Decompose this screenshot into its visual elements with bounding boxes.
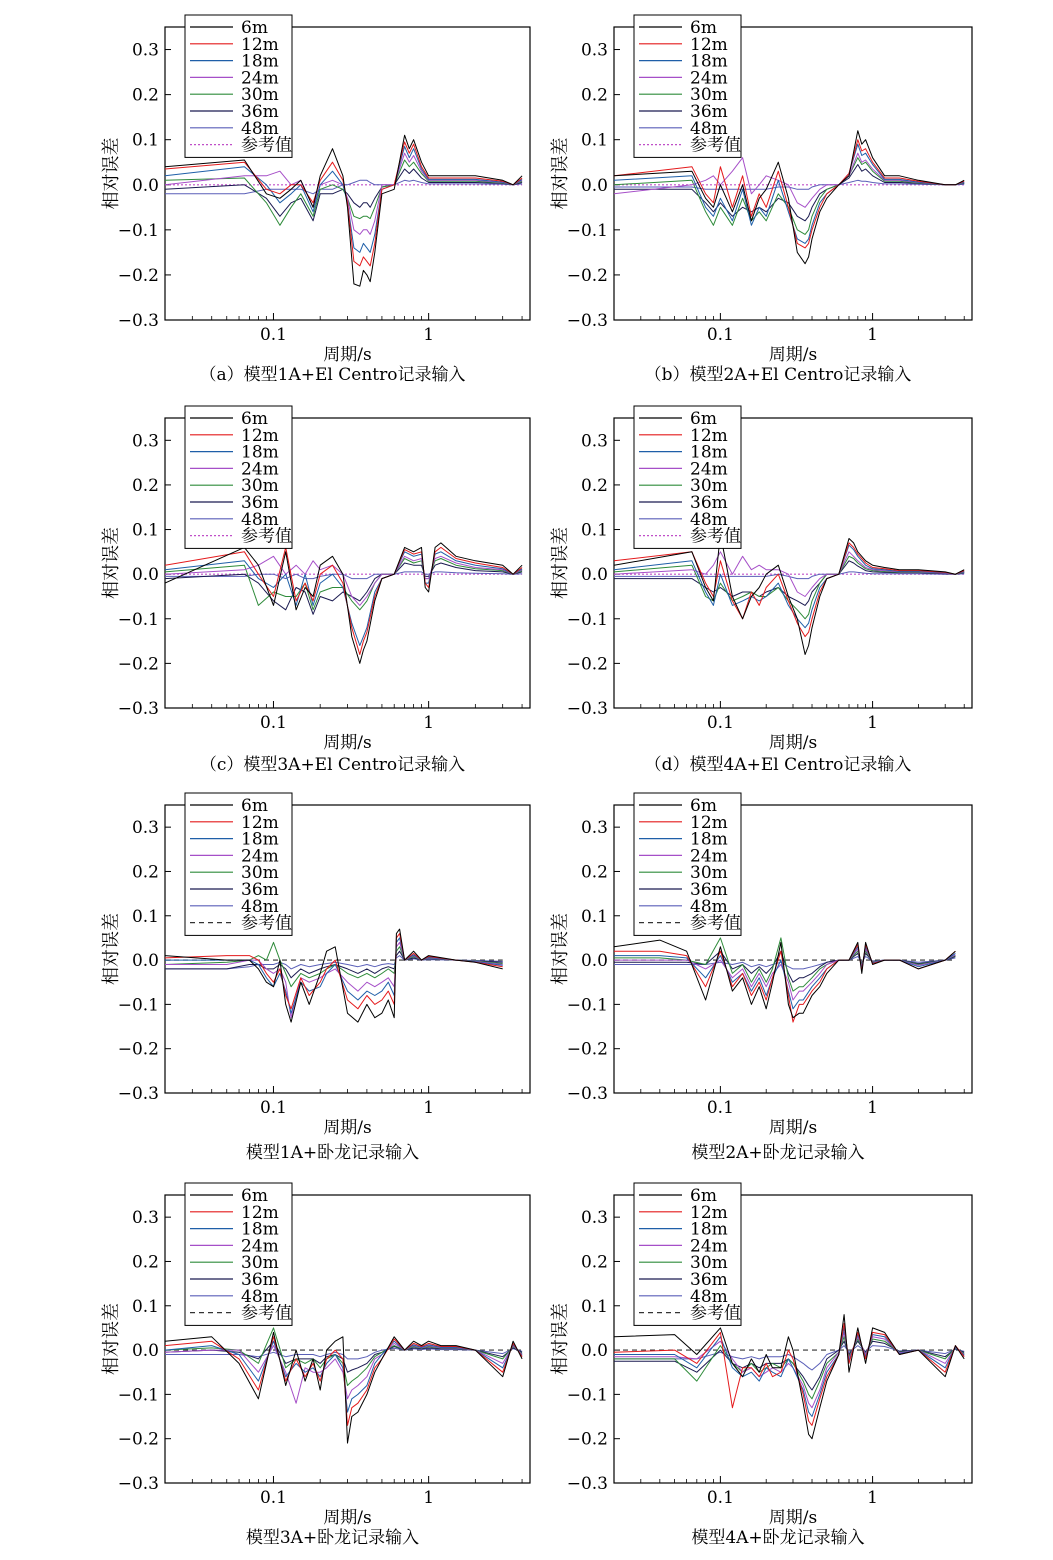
legend-label-30m: 30m xyxy=(690,85,728,106)
series-line-6m xyxy=(614,1315,964,1439)
y-tick-label: 0.0 xyxy=(131,565,159,586)
x-axis-label: 周期/s xyxy=(323,733,372,753)
y-tick-label: −0.1 xyxy=(566,1385,608,1406)
series-lines xyxy=(614,534,964,655)
series-line-6m xyxy=(614,534,964,655)
y-tick-label: −0.2 xyxy=(566,265,608,286)
series-lines xyxy=(614,938,955,1022)
legend-label-18m: 18m xyxy=(241,51,279,72)
legend xyxy=(185,15,292,157)
legend-label-48m: 48m xyxy=(241,509,279,530)
series-line-18m xyxy=(614,1328,964,1417)
legend-label-18m: 18m xyxy=(241,1219,279,1240)
y-tick-label: −0.3 xyxy=(566,1474,608,1494)
series-line-12m xyxy=(165,142,522,266)
y-tick-label: 0.3 xyxy=(580,818,608,839)
legend-label-24m: 24m xyxy=(690,68,728,89)
y-tick-label: 0.1 xyxy=(580,1296,608,1317)
series-lines xyxy=(165,929,503,1022)
legend-label-6m: 6m xyxy=(690,1186,717,1206)
legend-label-30m: 30m xyxy=(241,476,279,497)
legend-label-18m: 18m xyxy=(690,1219,728,1240)
legend-label-48m: 48m xyxy=(241,1286,279,1307)
legend-label-参考值: 参考值 xyxy=(241,135,292,156)
legend-label-36m: 36m xyxy=(690,102,728,122)
panel-caption: （a）模型1A+El Centro记录输入 xyxy=(199,365,466,385)
y-tick-label: 0.3 xyxy=(580,40,608,61)
legend-label-24m: 24m xyxy=(690,846,728,867)
y-tick-label: 0.2 xyxy=(580,85,608,106)
legend-label-12m: 12m xyxy=(241,425,279,446)
y-tick-label: 0.0 xyxy=(580,1341,608,1362)
y-tick-label: 0.3 xyxy=(131,1208,159,1229)
legend-label-12m: 12m xyxy=(241,34,279,55)
legend-label-36m: 36m xyxy=(690,493,728,513)
y-tick-label: 0.3 xyxy=(580,1208,608,1229)
legend-label-12m: 12m xyxy=(241,812,279,833)
legend-label-参考值: 参考值 xyxy=(690,135,741,156)
x-axis-label: 周期/s xyxy=(323,1118,372,1138)
y-axis-label: 相对误差 xyxy=(550,137,571,210)
legend-label-18m: 18m xyxy=(241,829,279,850)
panel-caption: 模型2A+卧龙记录输入 xyxy=(691,1143,865,1163)
y-tick-label: 0.1 xyxy=(131,130,159,151)
legend-label-参考值: 参考值 xyxy=(690,913,741,934)
legend-label-36m: 36m xyxy=(241,102,279,122)
chart-panel-4 xyxy=(550,406,972,775)
y-tick-label: −0.1 xyxy=(566,609,608,630)
x-tick-label: 0.1 xyxy=(259,713,287,733)
x-axis-label: 周期/s xyxy=(768,733,818,753)
legend-label-12m: 12m xyxy=(241,1202,279,1223)
series-lines xyxy=(165,543,522,664)
x-axis-label: 周期/s xyxy=(768,1118,818,1138)
y-tick-label: 0.0 xyxy=(131,1341,159,1362)
legend-label-参考值: 参考值 xyxy=(241,913,292,934)
series-line-12m xyxy=(614,543,964,637)
panel-caption: （c）模型3A+El Centro记录输入 xyxy=(199,755,466,775)
y-tick-label: 0.2 xyxy=(131,475,159,496)
series-line-24m xyxy=(165,942,503,1017)
x-tick-label: 1 xyxy=(867,713,878,733)
y-axis-label: 相对误差 xyxy=(101,913,122,985)
series-line-36m xyxy=(165,169,522,221)
legend-label-18m: 18m xyxy=(241,442,279,463)
y-tick-label: −0.1 xyxy=(117,609,159,630)
chart-panel-6 xyxy=(550,793,972,1163)
legend-label-24m: 24m xyxy=(690,459,728,480)
x-tick-label: 1 xyxy=(867,325,878,345)
legend-label-18m: 18m xyxy=(690,829,728,850)
y-tick-label: −0.2 xyxy=(566,1429,608,1450)
legend-label-48m: 48m xyxy=(241,118,279,139)
legend-label-6m: 6m xyxy=(241,409,268,429)
legend-label-48m: 48m xyxy=(690,118,728,139)
chart-panel-7 xyxy=(101,1183,530,1548)
legend-label-24m: 24m xyxy=(241,846,279,867)
y-tick-label: −0.3 xyxy=(566,699,608,719)
y-axis-label: 相对误差 xyxy=(550,1303,571,1375)
legend-label-6m: 6m xyxy=(241,1186,268,1206)
x-tick-label: 0.1 xyxy=(706,325,734,345)
y-axis-label: 相对误差 xyxy=(101,1303,122,1375)
panel-caption: （b）模型2A+El Centro记录输入 xyxy=(644,365,912,385)
legend-label-6m: 6m xyxy=(241,18,268,38)
y-tick-label: 0.1 xyxy=(580,906,608,927)
series-lines xyxy=(614,1315,964,1439)
y-tick-label: 0.2 xyxy=(131,85,159,106)
x-tick-label: 0.1 xyxy=(706,1098,734,1118)
x-tick-label: 0.1 xyxy=(259,1098,287,1118)
series-line-30m xyxy=(614,1337,964,1399)
y-tick-label: −0.1 xyxy=(566,995,608,1016)
legend-label-36m: 36m xyxy=(690,1270,728,1290)
y-tick-label: 0.1 xyxy=(580,130,608,151)
legend-label-6m: 6m xyxy=(690,409,717,429)
legend-label-24m: 24m xyxy=(690,1236,728,1257)
series-lines xyxy=(165,1328,522,1443)
legend-label-12m: 12m xyxy=(690,425,728,446)
legend-label-30m: 30m xyxy=(690,1253,728,1274)
y-tick-label: 0.0 xyxy=(580,175,608,196)
y-tick-label: 0.2 xyxy=(580,475,608,496)
x-tick-label: 0.1 xyxy=(706,1488,734,1508)
legend-label-48m: 48m xyxy=(241,896,279,917)
legend-label-36m: 36m xyxy=(690,880,728,900)
y-tick-label: −0.3 xyxy=(117,311,159,331)
y-axis-label: 相对误差 xyxy=(101,527,122,599)
y-tick-label: −0.1 xyxy=(117,1385,159,1406)
chart-panel-1 xyxy=(101,15,530,385)
series-line-18m xyxy=(614,144,964,243)
y-tick-label: −0.2 xyxy=(566,654,608,675)
y-tick-label: 0.2 xyxy=(131,862,159,883)
legend-label-30m: 30m xyxy=(241,863,279,884)
x-axis-label: 周期/s xyxy=(323,345,372,365)
y-tick-label: −0.2 xyxy=(566,1039,608,1060)
legend-label-30m: 30m xyxy=(690,476,728,497)
legend-label-30m: 30m xyxy=(690,863,728,884)
legend xyxy=(634,1183,741,1325)
y-tick-label: 0.2 xyxy=(580,1252,608,1273)
y-tick-label: 0.0 xyxy=(131,175,159,196)
legend xyxy=(634,406,741,548)
y-tick-label: −0.2 xyxy=(117,1429,159,1450)
legend-label-24m: 24m xyxy=(241,68,279,89)
series-line-24m xyxy=(614,1332,964,1407)
y-axis-label: 相对误差 xyxy=(550,527,571,599)
series-line-18m xyxy=(614,545,964,628)
series-line-48m xyxy=(614,1346,964,1370)
y-tick-label: 0.1 xyxy=(131,520,159,541)
legend-label-48m: 48m xyxy=(690,896,728,917)
legend-label-12m: 12m xyxy=(690,812,728,833)
legend-label-48m: 48m xyxy=(690,509,728,530)
y-tick-label: 0.2 xyxy=(580,862,608,883)
legend-label-参考值: 参考值 xyxy=(690,1303,741,1324)
legend-label-36m: 36m xyxy=(241,493,279,513)
x-tick-label: 1 xyxy=(867,1488,878,1508)
y-tick-label: −0.1 xyxy=(566,220,608,241)
y-tick-label: −0.3 xyxy=(566,311,608,331)
series-line-36m xyxy=(614,1341,964,1390)
y-tick-label: 0.0 xyxy=(131,951,159,972)
legend-label-24m: 24m xyxy=(241,459,279,480)
legend-label-参考值: 参考值 xyxy=(690,526,741,547)
y-tick-label: −0.3 xyxy=(117,699,159,719)
x-tick-label: 1 xyxy=(423,1488,435,1508)
y-tick-label: 0.3 xyxy=(131,40,159,61)
legend xyxy=(185,793,292,935)
panel-caption: 模型3A+卧龙记录输入 xyxy=(245,1528,420,1548)
x-axis-label: 周期/s xyxy=(768,345,818,365)
y-tick-label: 0.2 xyxy=(131,1252,159,1273)
y-tick-label: 0.1 xyxy=(131,906,159,927)
x-tick-label: 0.1 xyxy=(259,325,287,345)
legend-label-36m: 36m xyxy=(241,880,279,900)
panel-caption: （d）模型4A+El Centro记录输入 xyxy=(644,755,912,775)
series-line-6m xyxy=(165,929,503,1022)
chart-panel-5 xyxy=(101,793,530,1163)
x-axis-label: 周期/s xyxy=(768,1508,818,1528)
x-axis-label: 周期/s xyxy=(323,1508,372,1528)
legend-label-36m: 36m xyxy=(241,1270,279,1290)
series-line-12m xyxy=(165,934,503,1009)
y-tick-label: −0.3 xyxy=(117,1474,159,1494)
y-tick-label: −0.3 xyxy=(566,1084,608,1104)
y-tick-label: 0.1 xyxy=(131,1296,159,1317)
y-tick-label: 0.0 xyxy=(580,565,608,586)
y-tick-label: 0.0 xyxy=(580,951,608,972)
x-tick-label: 0.1 xyxy=(706,713,734,733)
series-line-6m xyxy=(165,1332,522,1443)
panel-caption: 模型4A+卧龙记录输入 xyxy=(691,1528,865,1548)
legend-label-12m: 12m xyxy=(690,34,728,55)
legend-label-18m: 18m xyxy=(690,442,728,463)
legend-label-6m: 6m xyxy=(690,796,717,816)
x-tick-label: 1 xyxy=(423,1098,435,1118)
legend-label-参考值: 参考值 xyxy=(241,526,292,547)
chart-panel-8 xyxy=(550,1183,972,1548)
legend xyxy=(185,1183,292,1325)
y-tick-label: −0.2 xyxy=(117,654,159,675)
legend-label-30m: 30m xyxy=(241,1253,279,1274)
x-tick-label: 1 xyxy=(867,1098,878,1118)
legend xyxy=(634,793,741,935)
y-tick-label: 0.3 xyxy=(580,431,608,452)
legend-label-12m: 12m xyxy=(690,1202,728,1223)
legend xyxy=(634,15,741,157)
x-tick-label: 0.1 xyxy=(259,1488,287,1508)
y-tick-label: 0.1 xyxy=(580,520,608,541)
legend-label-6m: 6m xyxy=(241,796,268,816)
legend-label-6m: 6m xyxy=(690,18,717,38)
y-axis-label: 相对误差 xyxy=(101,137,122,210)
y-tick-label: −0.3 xyxy=(117,1084,159,1104)
legend-label-24m: 24m xyxy=(241,1236,279,1257)
legend-label-30m: 30m xyxy=(241,85,279,106)
chart-panel-3 xyxy=(101,406,530,775)
y-tick-label: 0.3 xyxy=(131,431,159,452)
series-line-30m xyxy=(614,556,964,619)
y-tick-label: 0.3 xyxy=(131,818,159,839)
panel-caption: 模型1A+卧龙记录输入 xyxy=(245,1143,420,1163)
x-tick-label: 1 xyxy=(423,325,435,345)
series-line-18m xyxy=(165,938,503,1013)
chart-panel-2 xyxy=(550,15,972,385)
y-axis-label: 相对误差 xyxy=(550,913,571,985)
legend-label-18m: 18m xyxy=(690,51,728,72)
legend-label-48m: 48m xyxy=(690,1286,728,1307)
y-tick-label: −0.1 xyxy=(117,220,159,241)
legend-label-参考值: 参考值 xyxy=(241,1303,292,1324)
y-tick-label: −0.2 xyxy=(117,265,159,286)
y-tick-label: −0.1 xyxy=(117,995,159,1016)
y-tick-label: −0.2 xyxy=(117,1039,159,1060)
legend xyxy=(185,406,292,548)
x-tick-label: 1 xyxy=(423,713,435,733)
